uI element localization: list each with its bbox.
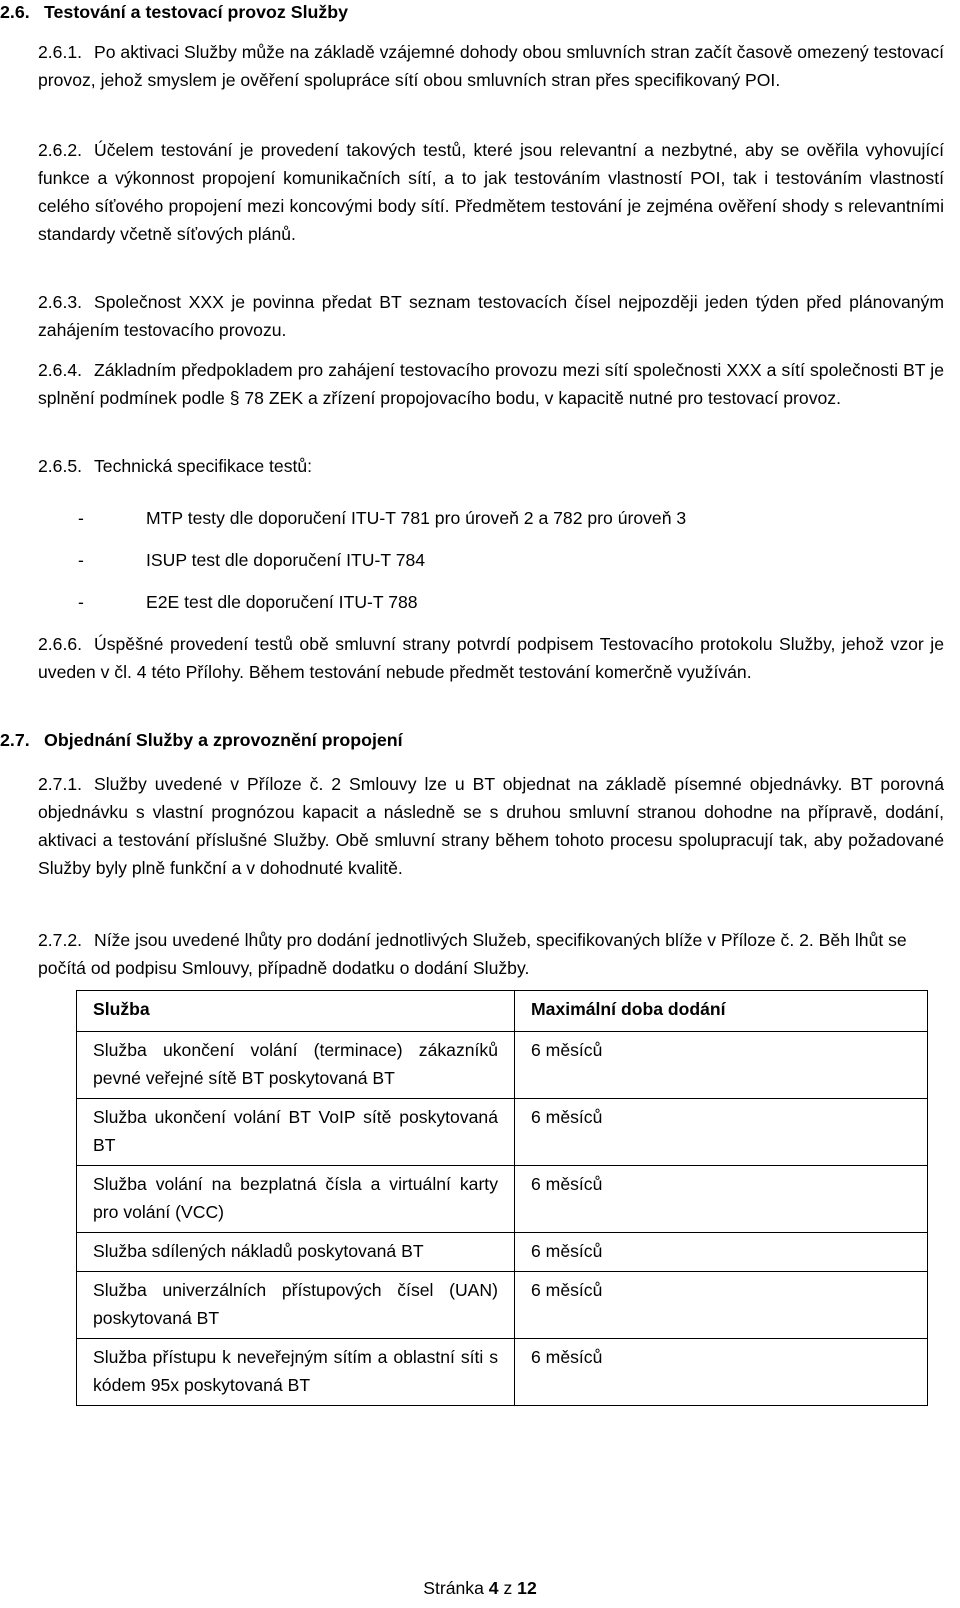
paragraph-number: 2.6.4. <box>38 360 83 380</box>
dash-bullet: - <box>78 508 84 528</box>
table-cell-delivery: 6 měsíců <box>515 1272 928 1339</box>
paragraph-2-7-1 <box>38 770 944 882</box>
footer-page-number: 4 <box>488 1578 499 1598</box>
paragraph-body: Základním předpokladem pro zahájení testovacího provozu mezi sítí společnosti XXX a sítí společnosti BT je splnění podmínek podle § 78 ZEK a zřízení propojovacího bodu, v kapacitě nutné pro testovací provoz. <box>38 360 944 408</box>
paragraph-2-6-3 <box>38 288 944 344</box>
footer-prefix: Stránka <box>423 1578 484 1598</box>
paragraph-body: Společnost XXX je povinna předat BT seznam testovacích čísel nejpozději jeden týden před plánovaným zahájením testovacího provozu. <box>38 292 944 340</box>
table-cell-delivery: 6 měsíců <box>515 1099 928 1166</box>
table-cell-service: Služba sdílených nákladů poskytovaná BT <box>77 1233 515 1272</box>
section-number: 2.7. <box>0 730 30 750</box>
dash-bullet: - <box>78 592 84 612</box>
bullet-text: MTP testy dle doporučení ITU-T 781 pro úroveň 2 a 782 pro úroveň 3 <box>146 508 687 528</box>
section-title: Testování a testovací provoz Služby <box>44 2 349 22</box>
table-row <box>77 1339 928 1406</box>
paragraph-number: 2.6.5. <box>38 456 83 476</box>
paragraph-body: Níže jsou uvedené lhůty pro dodání jednotlivých Služeb, specifikovaných blíže v Příloze č. 2. Běh lhůt se počítá od podpisu Smlouvy, případně dodatku o dodání Služby. <box>38 930 907 978</box>
paragraph-2-6-4 <box>38 356 944 412</box>
table-row <box>77 1099 928 1166</box>
table-row <box>77 1233 928 1272</box>
paragraph-2-6-5 <box>38 452 944 480</box>
paragraph-text <box>38 770 944 882</box>
bullet-text: E2E test dle doporučení ITU-T 788 <box>146 592 418 612</box>
bullet-text: ISUP test dle doporučení ITU-T 784 <box>146 550 426 570</box>
bullet-item <box>78 546 425 574</box>
paragraph-2-6-6 <box>38 630 944 686</box>
table-header-service: Služba <box>77 991 515 1032</box>
table-cell-delivery: 6 měsíců <box>515 1032 928 1099</box>
table-header-max-delivery: Maximální doba dodání <box>515 991 928 1032</box>
section-number: 2.6. <box>0 2 30 22</box>
paragraph-body: Služby uvedené v Příloze č. 2 Smlouvy lze u BT objednat na základě písemné objednávky. BT porovná objednávku s vlastní prognózou kapacit a následně se s druhou smluvní stranou dohodne na přípravě, dodání, aktivaci a testování příslušné Služby. Obě smluvní strany během tohoto procesu spolupracují tak, aby požadované Služby byly plně funkční a v dohodnuté kvalitě. <box>38 774 944 878</box>
section-title: Objednání Služby a zprovoznění propojení <box>44 730 403 750</box>
table-cell-delivery: 6 měsíců <box>515 1233 928 1272</box>
bullet-item <box>78 588 418 616</box>
paragraph-2-6-1 <box>38 38 944 94</box>
table-cell-delivery: 6 měsíců <box>515 1339 928 1406</box>
table-cell-service: Služba přístupu k neveřejným sítím a oblastní síti s kódem 95x poskytovaná BT <box>77 1339 515 1406</box>
section-2-6-heading <box>0 2 348 23</box>
paragraph-body: Úspěšné provedení testů obě smluvní strany potvrdí podpisem Testovacího protokolu Služby, jehož vzor je uveden v čl. 4 této Přílohy. Během testování nebude předmět testování komerčně využíván. <box>38 634 944 682</box>
page-footer <box>0 1578 960 1599</box>
table-row <box>77 1032 928 1099</box>
table-header-row <box>77 991 928 1032</box>
paragraph-text <box>38 630 944 686</box>
delivery-times-table <box>76 990 928 1406</box>
footer-of: z <box>503 1578 513 1598</box>
table-cell-service: Služba ukončení volání BT VoIP sítě poskytovaná BT <box>77 1099 515 1166</box>
dash-bullet: - <box>78 550 84 570</box>
table-cell-service: Služba ukončení volání (terminace) zákazníků pevné veřejné sítě BT poskytovaná BT <box>77 1032 515 1099</box>
footer-total-pages: 12 <box>517 1578 537 1598</box>
paragraph-text <box>38 926 944 982</box>
paragraph-text <box>38 356 944 412</box>
paragraph-body: Po aktivaci Služby může na základě vzájemné dohody obou smluvních stran začít časově omezený testovací provoz, jehož smyslem je ověření spolupráce sítí obou smluvních stran přes specifikovaný POI. <box>38 42 944 90</box>
section-2-7-heading <box>0 730 403 751</box>
paragraph-2-7-2 <box>38 926 944 982</box>
table-row <box>77 1166 928 1233</box>
paragraph-number: 2.6.2. <box>38 140 83 160</box>
table-row <box>77 1272 928 1339</box>
table-cell-service: Služba volání na bezplatná čísla a virtuální karty pro volání (VCC) <box>77 1166 515 1233</box>
bullet-item <box>78 504 686 532</box>
paragraph-2-6-2 <box>38 136 944 248</box>
paragraph-number: 2.6.6. <box>38 634 83 654</box>
paragraph-text <box>38 288 944 344</box>
table-cell-service: Služba univerzálních přístupových čísel (UAN) poskytovaná BT <box>77 1272 515 1339</box>
paragraph-number: 2.6.1. <box>38 42 83 62</box>
paragraph-body: Účelem testování je provedení takových testů, které jsou relevantní a nezbytné, aby se ověřila vyhovující funkce a výkonnost propojení komunikačních sítí, a to jak testováním vlastností POI, tak i testováním vlastností celého síťového propojení mezi koncovými body sítí. Předmětem testování je zejména ověření shody s relevantními standardy včetně síťových plánů. <box>38 140 944 244</box>
paragraph-number: 2.7.2. <box>38 930 83 950</box>
table-cell-delivery: 6 měsíců <box>515 1166 928 1233</box>
paragraph-number: 2.7.1. <box>38 774 83 794</box>
paragraph-body: Technická specifikace testů: <box>94 456 313 476</box>
paragraph-text <box>38 452 944 480</box>
paragraph-text <box>38 136 944 248</box>
paragraph-text <box>38 38 944 94</box>
paragraph-number: 2.6.3. <box>38 292 83 312</box>
